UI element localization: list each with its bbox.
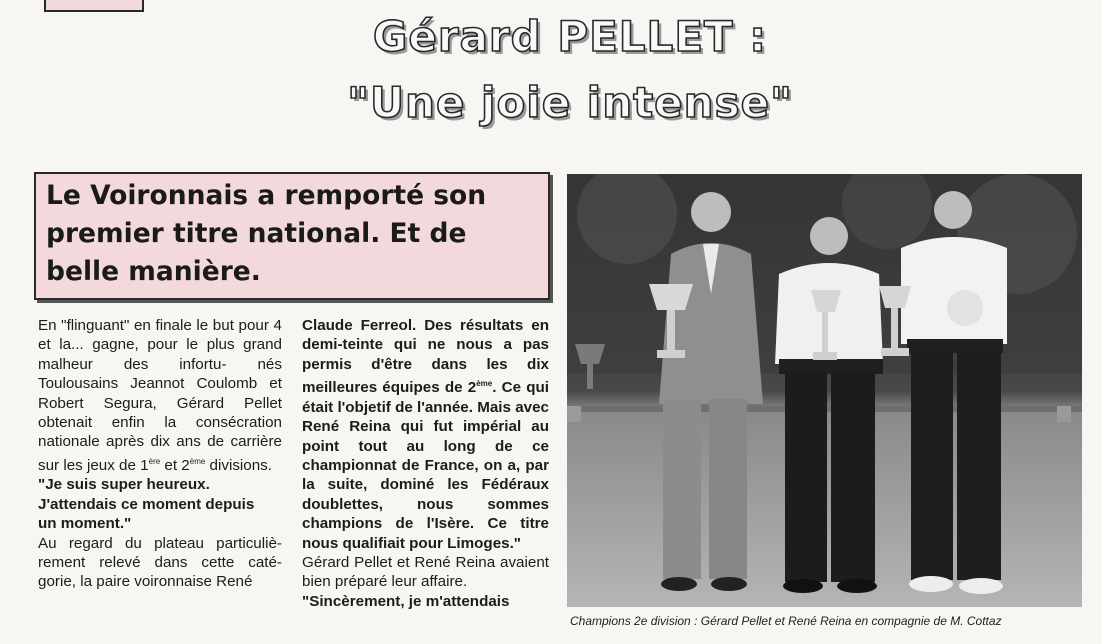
text-line: En "flinguant" en finale le but: [38, 317, 234, 334]
text-line: pour 4 et la... gagne, pour le: [38, 317, 282, 354]
lead-box: [34, 172, 550, 300]
page-title: Gérard PELLET :: [372, 12, 768, 61]
paragraph-intro: [38, 316, 282, 475]
text-line: consécration nationale après dix: [38, 414, 282, 451]
text-line: rement relevé dans cette caté-: [38, 553, 282, 571]
quote-line: "Je suis super heureux.: [38, 476, 210, 494]
lead-text: Le Voironnais a remporté son premier titre national. Et de belle manière.: [46, 180, 487, 287]
text-line: plus grand malheur des infortu-: [38, 336, 282, 373]
quote-line: J'attendais ce moment depuis: [38, 495, 255, 513]
quote-line: Ce titre nous qualifiait pour: [302, 515, 550, 552]
text-line: Au regard du plateau particuliè-: [38, 534, 282, 552]
text-line: Gérard Pellet obtenait enfin la: [38, 394, 282, 432]
quote-line: Claude Ferreol. Des résultats: [302, 317, 524, 334]
quote-paragraph: [38, 475, 282, 533]
quote-line: Fédéraux doublettes, nous: [302, 476, 549, 513]
quote-line: qui était l'objetif de l'année.: [302, 379, 549, 416]
quote-line: meilleures équipes de 2ème. Ce: [302, 379, 522, 397]
photo-illustration: [567, 174, 1082, 607]
page-subtitle: "Une joie intense": [347, 78, 793, 127]
text-line: nés Toulousains Jeannot: [38, 355, 282, 393]
quote-line: Mais avec René Reina qui fut: [302, 398, 549, 436]
quote-line: de ce championnat de France,: [302, 437, 549, 474]
quote-start: [302, 592, 549, 611]
text-line: ans de carrière sur les jeux de: [38, 433, 282, 474]
quote-line: "Sincèrement, je m'attendais: [302, 592, 510, 610]
quote-line: sommes champions de l'Isère.: [302, 495, 549, 533]
quote-line: en demi-teinte qui ne nous a: [302, 317, 549, 354]
paragraph-preparation: [302, 553, 549, 592]
quote-line: un moment.": [38, 515, 132, 533]
photo-caption: Champions 2e division : Gérard Pellet et René Reina en compagnie de M. Cottaz: [570, 614, 1002, 628]
text-line: gorie, la paire voironnaise René: [38, 573, 253, 591]
text-line: Coulomb et Robert Segura,: [38, 375, 282, 412]
paragraph-context: [38, 534, 282, 592]
quote-line: impérial au point tout au long: [302, 418, 549, 455]
corner-tab: [44, 0, 144, 12]
quote-continued: [302, 316, 549, 553]
quote-line: pas permis d'être dans les dix: [302, 336, 549, 373]
article-column-2: [302, 316, 549, 611]
champions-photo: [567, 174, 1082, 607]
divisions-line: 1ère et 2ème divisions.: [140, 456, 272, 474]
text-line: Gérard Pellet et René Reina: [302, 553, 496, 571]
text-line: avaient bien préparé leur affaire.: [302, 553, 549, 591]
article-column-1: [38, 316, 282, 592]
quote-line: on a, par la suite, dominé les: [302, 456, 549, 494]
quote-line: Limoges.": [447, 534, 522, 552]
